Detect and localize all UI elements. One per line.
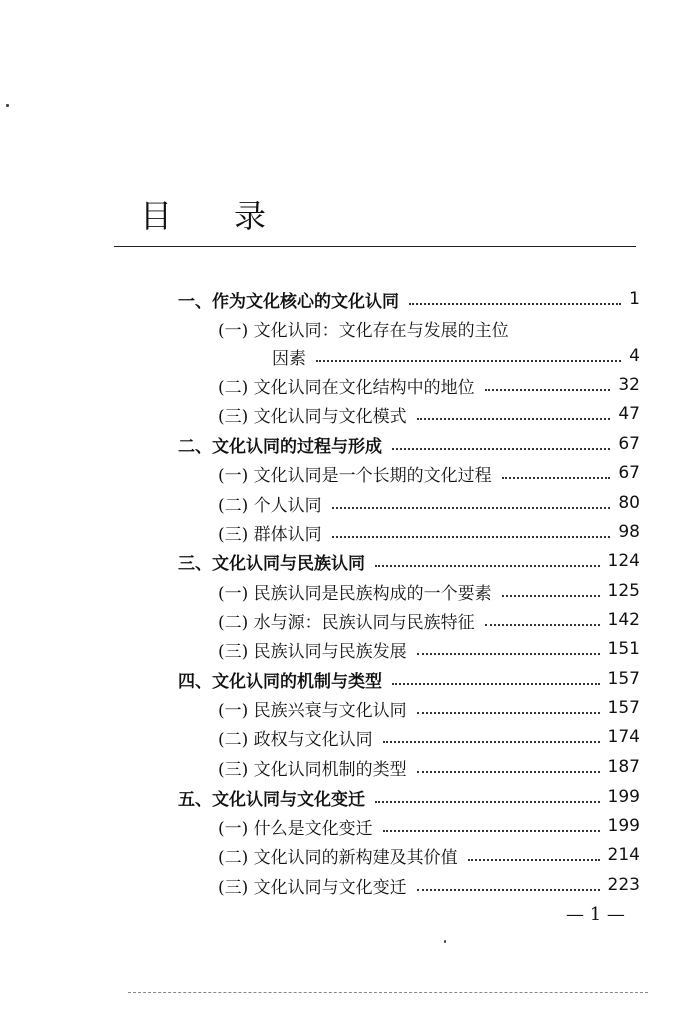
- toc-label: (三) 群体认同: [218, 524, 322, 545]
- dot-leader: [417, 652, 600, 655]
- scan-speck: [6, 104, 9, 107]
- toc-section-1-2: [218, 370, 640, 400]
- toc-label: 五、文化认同与文化变迁: [178, 789, 365, 810]
- dot-leader: [383, 829, 600, 832]
- toc-page-number: 4: [629, 346, 640, 366]
- toc-page-number: 32: [618, 375, 640, 395]
- dot-leader: [485, 623, 600, 626]
- dot-leader: [332, 506, 611, 509]
- toc-section-4-1: [218, 693, 640, 723]
- dot-leader: [409, 302, 621, 305]
- toc-page-number: 1: [629, 289, 640, 309]
- toc-label: (三) 文化认同与文化变迁: [218, 877, 407, 898]
- dot-leader: [417, 417, 611, 420]
- toc-section-4-3: [218, 752, 640, 782]
- toc-chapter-5: [178, 782, 640, 812]
- toc-label: 三、文化认同与民族认同: [178, 553, 365, 574]
- toc-page-number: 214: [607, 845, 640, 865]
- toc-label: 二、文化认同的过程与形成: [178, 436, 382, 457]
- dot-leader: [485, 388, 611, 391]
- toc-section-1-3: [218, 399, 640, 429]
- dot-leader: [417, 888, 600, 891]
- dot-leader: [417, 711, 600, 714]
- dot-leader: [383, 740, 600, 743]
- toc-label: (三) 文化认同机制的类型: [218, 759, 407, 780]
- toc-section-1-1-continued: [272, 341, 640, 371]
- toc-page-number: 157: [607, 698, 640, 718]
- dot-leader: [392, 447, 610, 450]
- toc-section-3-3: [218, 634, 640, 664]
- toc-page-number: 151: [607, 639, 640, 659]
- dot-leader: [392, 682, 600, 685]
- toc-label: (二) 个人认同: [218, 495, 322, 516]
- toc-page-number: 223: [607, 875, 640, 895]
- toc-label: (二) 文化认同的新构建及其价值: [218, 847, 458, 868]
- toc-section-5-3: [218, 870, 640, 900]
- toc-label: 一、作为文化核心的文化认同: [178, 291, 399, 312]
- toc-page-number: 174: [607, 727, 640, 747]
- toc-section-2-3: [218, 517, 640, 547]
- title-char-2: 录: [234, 197, 267, 235]
- scan-speck: [444, 940, 446, 943]
- toc-page-number: 142: [607, 610, 640, 630]
- toc-chapter-4: [178, 664, 640, 694]
- toc-section-2-1: [218, 458, 640, 488]
- title-char-1: 目: [140, 197, 173, 235]
- toc-page-number: 157: [607, 669, 640, 689]
- toc-section-2-2: [218, 488, 640, 518]
- toc-section-4-2: [218, 722, 640, 752]
- toc-label: (三) 民族认同与民族发展: [218, 641, 407, 662]
- dot-leader: [502, 594, 600, 597]
- toc-section-1-1: [218, 313, 640, 343]
- dot-leader: [502, 476, 611, 479]
- toc-label: (一) 什么是文化变迁: [218, 818, 373, 839]
- toc-label: 四、文化认同的机制与类型: [178, 671, 382, 692]
- toc-page-number: 47: [618, 404, 640, 424]
- toc-chapter-1: [178, 284, 640, 314]
- toc-label: (二) 政权与文化认同: [218, 729, 373, 750]
- toc-label: (一) 文化认同：文化存在与发展的主位: [218, 320, 509, 341]
- toc-label: (一) 民族兴衰与文化认同: [218, 700, 407, 721]
- toc-page-number: 80: [618, 493, 640, 513]
- toc-label: 因素: [272, 348, 306, 369]
- toc-label: (二) 水与源：民族认同与民族特征: [218, 612, 475, 633]
- toc-chapter-3: [178, 546, 640, 576]
- toc-page-number: 187: [607, 757, 640, 777]
- toc-label: (一) 文化认同是一个长期的文化过程: [218, 465, 492, 486]
- scan-edge-line: [128, 992, 648, 993]
- toc-chapter-2: [178, 429, 640, 459]
- toc-section-3-1: [218, 576, 640, 606]
- toc-page-number: 199: [607, 787, 640, 807]
- toc-label: (三) 文化认同与文化模式: [218, 406, 407, 427]
- dot-leader: [332, 535, 611, 538]
- toc-label: (二) 文化认同在文化结构中的地位: [218, 377, 475, 398]
- toc-section-3-2: [218, 605, 640, 635]
- toc-page-number: 199: [607, 816, 640, 836]
- dot-leader: [417, 770, 600, 773]
- dot-leader: [375, 564, 600, 567]
- toc-page-number: 67: [618, 463, 640, 483]
- toc-label: (一) 民族认同是民族构成的一个要素: [218, 583, 492, 604]
- dot-leader: [316, 359, 621, 362]
- toc-section-5-2: [218, 840, 640, 870]
- toc-page-number: 67: [618, 434, 640, 454]
- dot-leader: [468, 858, 600, 861]
- toc-page-number: 124: [607, 551, 640, 571]
- footer-page-number: — 1 —: [566, 904, 625, 925]
- toc-page-number: 98: [618, 522, 640, 542]
- dot-leader: [375, 800, 600, 803]
- toc-section-5-1: [218, 811, 640, 841]
- toc-page-number: 125: [607, 581, 640, 601]
